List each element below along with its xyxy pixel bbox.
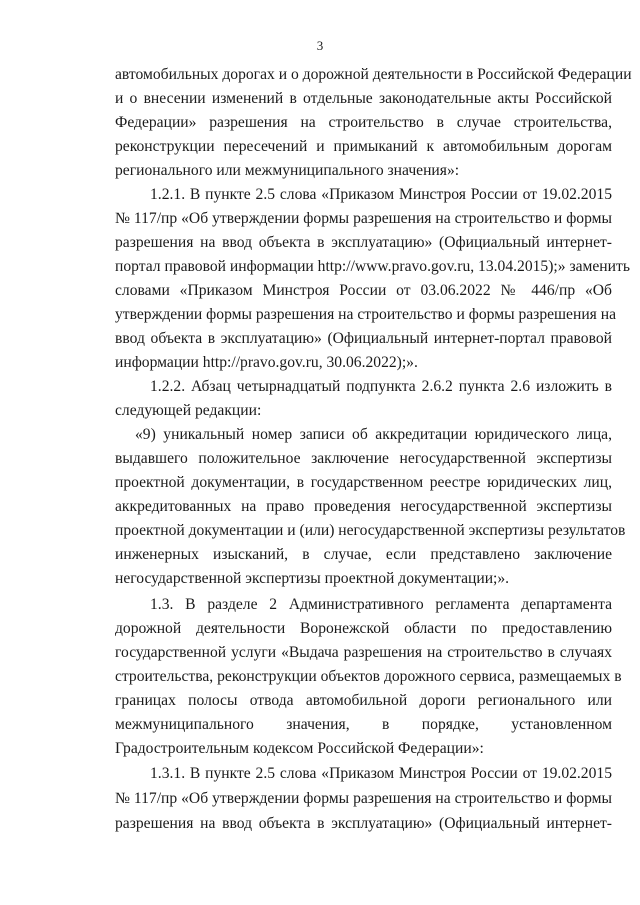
text-line: утверждении формы разрешения на строительство и формы разрешения на	[115, 306, 617, 323]
text-line: дорожной деятельности Воронежской области по предоставлению	[115, 620, 612, 637]
text-line: регионального или межмуниципального значения»:	[115, 162, 460, 179]
text-line: реконструкции пересечений и примыканий к автомобильным дорогам	[115, 138, 612, 155]
text-line: Федерации» разрешения на строительство в случае строительства,	[115, 114, 612, 131]
text-line: государственной услуги «Выдача разрешения на строительство в случаях	[115, 644, 612, 661]
quoted-first-line: «9) уникальный номер записи об аккредитации юридического лица,	[135, 426, 612, 443]
text-line: ввод объекта в эксплуатацию» (Официальный интернет-портал правовой	[115, 330, 612, 347]
text-line: проектной документации, в государственном реестре юридических лиц,	[115, 474, 612, 491]
page-number: 3	[316, 38, 324, 53]
text-line: негосударственной экспертизы проектной документации;».	[115, 570, 510, 587]
text-line: межмуниципального значения, в порядке, установленном	[115, 716, 612, 733]
text-line: границах полосы отвода автомобильной дороги регионального или	[115, 692, 612, 709]
text-line: информации http://pravo.gov.ru, 30.06.2022);».	[115, 354, 418, 371]
text-line: следующей редакции:	[115, 402, 262, 419]
text-line: выдавшего положительное заключение негосударственной экспертизы	[115, 450, 612, 467]
paragraph-first-line: 1.3.1. В пункте 2.5 слова «Приказом Минстроя России от 19.02.2015	[150, 765, 612, 782]
text-line: Градостроительным кодексом Российской Федерации»:	[115, 740, 484, 757]
text-line: словами «Приказом Минстроя России от 03.06.2022 № 446/пр «Об	[115, 282, 612, 299]
text-line: разрешения на ввод объекта в эксплуатацию» (Официальный интернет-	[115, 815, 612, 832]
text-line: портал правовой информации http://www.pravo.gov.ru, 13.04.2015);» заменить	[115, 258, 630, 275]
text-line: автомобильных дорогах и о дорожной деятельности в Российской Федерации	[115, 66, 632, 83]
text-line: строительства, реконструкции объектов дорожного сервиса, размещаемых в	[115, 668, 622, 685]
text-line: инженерных изысканий, в случае, если представлено заключение	[115, 546, 612, 563]
text-line: аккредитованных на право проведения негосударственной экспертизы	[115, 498, 612, 515]
text-line: № 117/пр «Об утверждении формы разрешения на строительство и формы	[115, 210, 612, 227]
text-line: проектной документации и (или) негосударственной экспертизы результатов	[115, 522, 626, 539]
text-line: № 117/пр «Об утверждении формы разрешения на строительство и формы	[115, 790, 612, 807]
text-line: и о внесении изменений в отдельные законодательные акты Российской	[115, 90, 612, 107]
text-line: разрешения на ввод объекта в эксплуатацию» (Официальный интернет-	[115, 234, 612, 251]
paragraph-first-line: 1.2.1. В пункте 2.5 слова «Приказом Минстроя России от 19.02.2015	[150, 186, 612, 203]
paragraph-first-line: 1.3. В разделе 2 Административного регламента департамента	[150, 596, 612, 613]
paragraph-first-line: 1.2.2. Абзац четырнадцатый подпункта 2.6.2 пункта 2.6 изложить в	[150, 378, 612, 395]
